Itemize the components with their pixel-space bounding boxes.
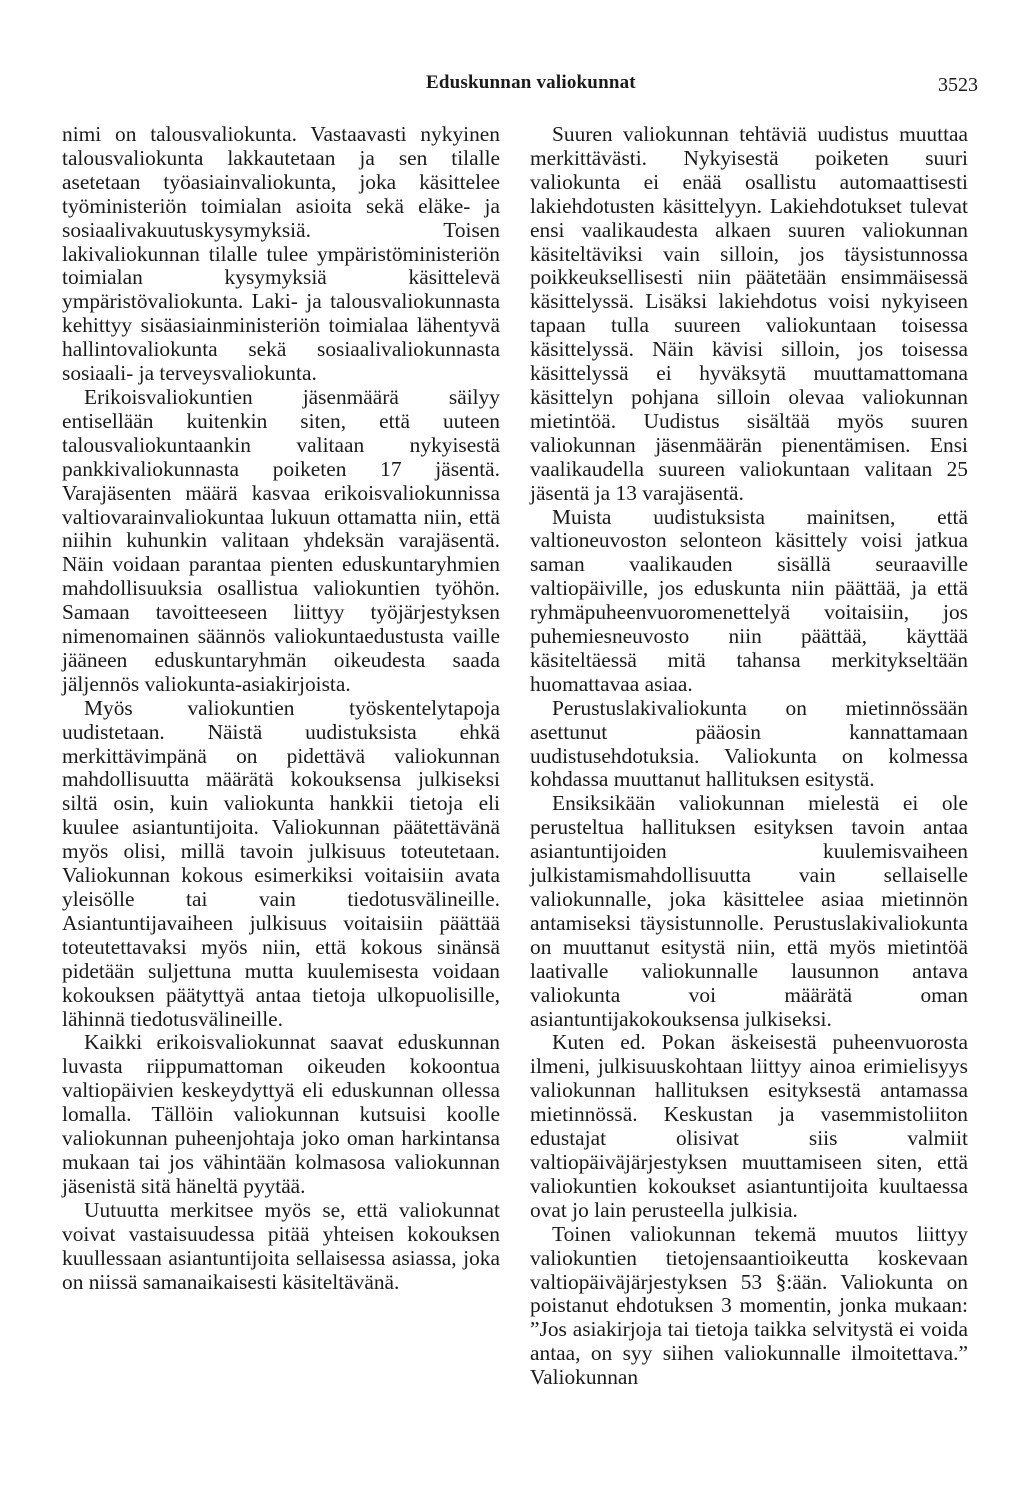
- page-number: 3523: [938, 74, 978, 96]
- paragraph: Muista uudistuksista mainitsen, että valtioneuvoston selonteon käsittely voisi jatkua saman vaalikauden sisällä seuraaville valtiopäiville, jos eduskunta niin päättää, ja että ryhmäpuheenvuoromenettelyä voitaisiin, jos puhemiesneuvosto niin päättää, käyttää käsiteltäessä mitä tahansa merkitykseltään huomattavaa asiaa.: [530, 504, 968, 696]
- paragraph: Kaikki erikoisvaliokunnat saavat eduskunnan luvasta riippumattoman oikeuden kokoontua valtiopäivien keskeydyttyä eli eduskunnan ollessa lomalla. Tällöin valiokunnan kutsuisi koolle valiokunnan puheenjohtaja joko oman harkintansa mukaan tai jos vähintään kolmasosa valiokunnan jäsenistä sitä häneltä pyytää.: [62, 1030, 500, 1198]
- running-title: Eduskunnan valiokunnat: [426, 72, 636, 93]
- paragraph: Perustuslakivaliokunta on mietinnössään asettunut pääosin kannattamaan uudistusehdotuksia. Valiokunta on kolmessa kohdassa muuttanut hallituksen esitystä.: [530, 695, 968, 792]
- right-column: [530, 123, 968, 1390]
- paragraph: Toinen valiokunnan tekemä muutos liittyy valiokuntien tietojensaantioikeutta koskevaan valtiopäiväjärjestyksen 53 §:ään. Valiokunta on poistanut ehdotuksen 3 momentin, jonka mukaan: ”Jos asiakirjoja tai tietoja taikka selvitystä ei voida antaa, on syy siihen valiokunnalle ilmoitettava.” Valiokunnan: [530, 1221, 968, 1390]
- paragraph: Erikoisvaliokuntien jäsenmäärä säilyy entisellään kuitenkin siten, että uuteen talousvaliokuntaankin valitaan nykyisestä pankkivaliokunnasta poiketen 17 jäsentä. Varajäsenten määrä kasvaa erikoisvaliokunnissa valtiovarainvaliokuntaa lukuun ottamatta niin, että niihin kuhunkin valitaan yhdeksän varajäsentä. Näin voidaan parantaa pienten eduskuntaryhmien mahdollisuuksia osallistua valiokuntien työhön. Samaan tavoitteeseen liittyy työjärjestyksen nimenomainen säännös valiokuntaedustusta vaille jääneen eduskuntaryhmän oikeudesta saada jäljennös valiokunta-asiakirjoista.: [62, 384, 500, 696]
- paragraph: nimi on talousvaliokunta. Vastaavasti nykyinen talousvaliokunta lakkautetaan ja sen tilalle asetetaan työasiainvaliokunta, joka käsittelee työministeriön toimialan asioita sekä eläke- ja sosiaalivakuutuskysymyksiä. Toisen lakivaliokunnan tilalle tulee ympäristöministeriön toimialan kysymyksiä käsittelevä ympäristövaliokunta. Laki- ja talousvaliokunnasta kehittyy sisäasiainministeriön toimialaa lähentyvä hallintovaliokunta sekä sosiaalivaliokunnasta sosiaali- ja terveysvaliokunta.: [62, 122, 500, 386]
- page-header: [0, 72, 1024, 98]
- paragraph: Myös valiokuntien työskentelytapoja uudistetaan. Näistä uudistuksista ehkä merkittävimpänä on pidettävä valiokunnan mahdollisuutta määrätä kokouksensa julkiseksi siltä osin, kuin valiokunta hankkii tietoja eli kuulee asiantuntijoita. Valiokunnan päätettävänä myös olisi, millä tavoin julkisuus toteutetaan. Valiokunnan kokous esimerkiksi voitaisiin avata yleisölle tai vain tiedotusvälineille. Asiantuntijavaiheen julkisuus voitaisiin päättää toteutettavaksi myös niin, että kokous sinänsä pidetään suljettuna mutta kuulemisesta voidaan kokouksen päätyttyä antaa tietoja ulkopuolisille, lähinnä tiedotusvälineille.: [62, 695, 500, 1031]
- paragraph: Kuten ed. Pokan äskeisestä puheenvuorosta ilmeni, julkisuuskohtaan liittyy ainoa erimielisyys valiokunnan hallituksen esityksestä antamassa mietinnössä. Keskustan ja vasemmistoliiton edustajat olisivat siis valmiit valtiopäiväjärjestyksen muuttamiseen siten, että valiokuntien kokoukset asiantuntijoita kuultaessa ovat jo lain perusteella julkisia.: [530, 1030, 968, 1222]
- paragraph: Suuren valiokunnan tehtäviä uudistus muuttaa merkittävästi. Nykyisestä poiketen suuri valiokunta ei enää osallistu automaattisesti lakiehdotusten käsittelyyn. Lakiehdotukset tulevat ensi vaalikaudesta alkaen suuren valiokunnan käsiteltäviksi vain silloin, jos täysistunnossa poikkeuksellisesti niin päätetään ensimmäisessä käsittelyssä. Lisäksi lakiehdotus voisi nykyiseen tapaan tulla suureen valiokuntaan toisessa käsittelyssä. Näin kävisi silloin, jos toisessa käsittelyssä ei hyväksytä muuttamattomana käsittelyn pohjana silloin olevaa valiokunnan mietintöä. Uudistus sisältää myös suuren valiokunnan jäsenmäärän pienentämisen. Ensi vaalikaudella suureen valiokuntaan valitaan 25 jäsentä ja 13 varajäsentä.: [530, 122, 968, 505]
- left-column: [62, 123, 500, 1294]
- paragraph: Uutuutta merkitsee myös se, että valiokunnat voivat vastaisuudessa pitää yhteisen kokouksen kuullessaan asiantuntijoita sellaisessa asiassa, joka on niissä samanaikaisesti käsiteltävänä.: [62, 1197, 500, 1294]
- paragraph: Ensiksikään valiokunnan mielestä ei ole perusteltua hallituksen esityksen tavoin antaa asiantuntijoiden kuulemisvaiheen julkistamismahdollisuutta vain sellaiselle valiokunnalle, joka käsittelee asiaa mietinnön antamiseksi täysistunnolle. Perustuslakivaliokunta on muuttanut esitystä niin, että myös mietintöä laativalle valiokunnalle lausunnon antava valiokunta voi määrätä oman asiantuntijakokouksensa julkiseksi.: [530, 791, 968, 1031]
